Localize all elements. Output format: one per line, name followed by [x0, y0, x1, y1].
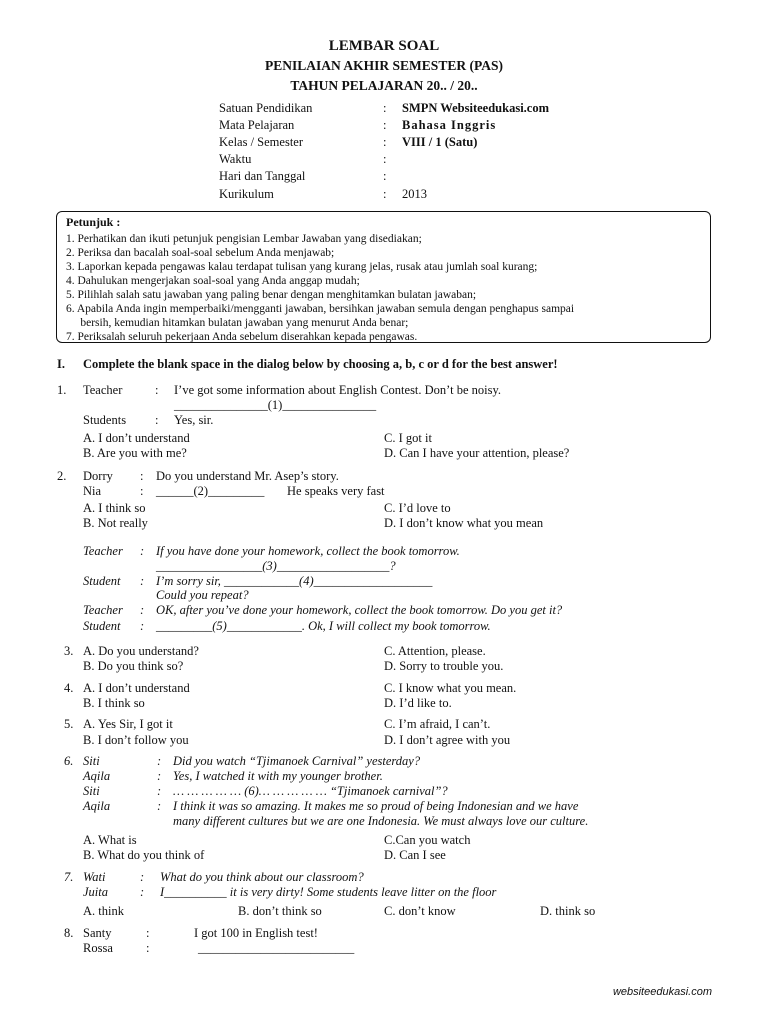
question-number: 1. [57, 383, 67, 397]
speaker: Wati [83, 870, 106, 884]
separator-colon: : [146, 926, 150, 940]
question-number: 5. [64, 717, 74, 731]
info-value: 2013 [402, 187, 427, 201]
option-d[interactable]: D. Sorry to trouble you. [384, 659, 504, 673]
info-label: Waktu [219, 152, 252, 166]
option-c[interactable]: C. I know what you mean. [384, 681, 517, 695]
option-d[interactable]: D. I’d like to. [384, 696, 452, 710]
speaker: Dorry [83, 469, 113, 483]
info-colon: : [383, 152, 387, 166]
speaker: Aqila [83, 769, 111, 783]
instruction-item: bersih, kemudian hitamkan bulatan jawaban yang menurut Anda benar; [66, 317, 409, 329]
separator-colon: : [140, 603, 145, 617]
section-instruction: Complete the blank space in the dialog below by choosing a, b, c or d for the best answer! [83, 357, 558, 371]
info-value: Bahasa Inggris [402, 118, 497, 132]
option-a[interactable]: A. I don’t understand [83, 681, 190, 695]
speaker: Nia [83, 484, 102, 498]
info-colon: : [383, 169, 387, 183]
speaker: Santy [83, 926, 112, 940]
speaker: Teacher [83, 544, 123, 558]
info-label: Mata Pelajaran [219, 118, 295, 132]
separator-colon: : [157, 784, 162, 798]
option-a[interactable]: A. Yes Sir, I got it [83, 717, 173, 731]
dialog-line: OK, after you’ve done your homework, collect the book tomorrow. Do you get it? [156, 603, 563, 617]
separator-colon: : [157, 754, 162, 768]
instruction-item: 5. Pilihlah salah satu jawaban yang paling benar dengan menghitamkan bulatan jawaban; [66, 289, 477, 301]
speaker: Teacher [83, 383, 123, 397]
info-colon: : [383, 101, 387, 115]
answer-blank: … … … … … (6)… … … … … “Tjimanoek carnival”? [173, 784, 448, 798]
info-value: VIII / 1 (Satu) [402, 135, 478, 149]
answer-blank: _______________(1)_______________ [174, 398, 377, 412]
instruction-item: 2. Periksa dan bacalah soal-soal sebelum Anda menjawab; [66, 247, 335, 259]
question-number: 6. [64, 754, 74, 768]
option-b[interactable]: B. I don’t follow you [83, 733, 189, 747]
option-b[interactable]: B. Do you think so? [83, 659, 184, 673]
instruction-item: 3. Laporkan kepada pengawas kalau terdapat tulisan yang kurang jelas, rusak atau jumlah soal kurang; [66, 261, 538, 273]
option-c[interactable]: C. I’d love to [384, 501, 451, 515]
option-c[interactable]: C. Attention, please. [384, 644, 486, 658]
dialog-line: Yes, I watched it with my younger brother. [173, 769, 383, 783]
answer-blank: _________________________ [198, 941, 355, 955]
dialog-line: _________(5)____________. Ok, I will collect my book tomorrow. [156, 619, 491, 633]
info-colon: : [383, 135, 387, 149]
separator-colon: : [157, 799, 162, 813]
dialog-line: What do you think about our classroom? [160, 870, 364, 884]
info-label: Satuan Pendidikan [219, 101, 313, 115]
option-a[interactable]: A. think [83, 904, 124, 918]
info-colon: : [383, 118, 387, 132]
sheet-title: LEMBAR SOAL [328, 38, 440, 54]
question-number: 2. [57, 469, 67, 483]
speaker: Students [83, 413, 127, 427]
instruction-item: 1. Perhatikan dan ikuti petunjuk pengisian Lembar Jawaban yang disediakan; [66, 233, 422, 245]
separator-colon: : [140, 885, 145, 899]
option-d[interactable]: D. I don’t agree with you [384, 733, 511, 747]
info-colon: : [383, 187, 387, 201]
dialog-line: Do you understand Mr. Asep’s story. [156, 469, 339, 483]
option-a[interactable]: A. I think so [83, 501, 146, 515]
option-b[interactable]: B. Are you with me? [83, 446, 187, 460]
speaker: Aqila [83, 799, 111, 813]
sheet-subtitle: PENILAIAN AKHIR SEMESTER (PAS) [265, 58, 503, 73]
dialog-line: Yes, sir. [174, 413, 214, 427]
option-b[interactable]: B. don’t think so [238, 904, 322, 918]
option-b[interactable]: B. Not really [83, 516, 148, 530]
instruction-item: 4. Dahulukan mengerjakan soal-soal yang Anda anggap mudah; [66, 275, 360, 287]
separator-colon: : [140, 619, 145, 633]
speaker: Siti [83, 754, 100, 768]
dialog-line: If you have done your homework, collect the book tomorrow. [156, 544, 460, 558]
speaker: Rossa [83, 941, 113, 955]
info-label: Kurikulum [219, 187, 274, 201]
option-a[interactable]: A. Do you understand? [83, 644, 199, 658]
separator-colon: : [140, 469, 144, 483]
option-d[interactable]: D. Can I have your attention, please? [384, 446, 570, 460]
question-number: 8. [64, 926, 74, 940]
dialog-line: Did you watch “Tjimanoek Carnival” yesterday? [173, 754, 421, 768]
separator-colon: : [140, 484, 144, 498]
dialog-line: Could you repeat? [156, 588, 249, 602]
instruction-item: 7. Periksalah seluruh pekerjaan Anda sebelum diserahkan kepada pengawas. [66, 331, 418, 343]
dialog-line: I__________ it is very dirty! Some students leave litter on the floor [160, 885, 497, 899]
option-c[interactable]: C. I’m afraid, I can’t. [384, 717, 491, 731]
speaker: Student [83, 574, 121, 588]
section-number: I. [57, 357, 65, 371]
info-value: SMPN Websiteedukasi.com [402, 101, 549, 115]
answer-blank: ______(2)_________ [156, 484, 265, 498]
sheet-year: TAHUN PELAJARAN 20.. / 20.. [290, 78, 478, 93]
info-label: Hari dan Tanggal [219, 169, 306, 183]
info-label: Kelas / Semester [219, 135, 304, 149]
dialog-line: I got 100 in English test! [194, 926, 318, 940]
question-number: 3. [64, 644, 74, 658]
option-d[interactable]: D. I don’t know what you mean [384, 516, 544, 530]
option-d[interactable]: D. Can I see [384, 848, 446, 862]
option-a[interactable]: A. What is [83, 833, 137, 847]
separator-colon: : [140, 574, 145, 588]
option-a[interactable]: A. I don’t understand [83, 431, 190, 445]
dialog-line: I’ve got some information about English Contest. Don’t be noisy. [174, 383, 502, 397]
option-d[interactable]: D. think so [540, 904, 596, 918]
speaker: Teacher [83, 603, 123, 617]
option-b[interactable]: B. What do you think of [83, 848, 205, 862]
question-number: 7. [64, 870, 74, 884]
question-number: 4. [64, 681, 74, 695]
dialog-line: many different cultures but we are one Indonesia. We must always love our culture. [173, 814, 589, 828]
option-b[interactable]: B. I think so [83, 696, 145, 710]
speaker: Student [83, 619, 121, 633]
separator-colon: : [157, 769, 162, 783]
speaker: Siti [83, 784, 100, 798]
dialog-line: I think it was so amazing. It makes me so proud of being Indonesian and we have [173, 799, 579, 813]
option-c[interactable]: C.Can you watch [384, 833, 471, 847]
footer-watermark: websiteedukasi.com [612, 986, 712, 998]
answer-blank: _________________(3)__________________? [156, 559, 396, 573]
separator-colon: : [155, 413, 159, 427]
dialog-line: He speaks very fast [287, 484, 385, 498]
dialog-line: I’m sorry sir, ____________(4)___________________ [156, 574, 433, 588]
separator-colon: : [155, 383, 159, 397]
option-c[interactable]: C. don’t know [384, 904, 456, 918]
instructions-heading: Petunjuk : [66, 215, 121, 229]
speaker: Juita [83, 885, 108, 899]
separator-colon: : [140, 544, 145, 558]
separator-colon: : [140, 870, 145, 884]
option-c[interactable]: C. I got it [384, 431, 432, 445]
separator-colon: : [146, 941, 150, 955]
instruction-item: 6. Apabila Anda ingin memperbaiki/mengganti jawaban, bersihkan jawaban semula dengan penghapus sampai [66, 303, 575, 315]
